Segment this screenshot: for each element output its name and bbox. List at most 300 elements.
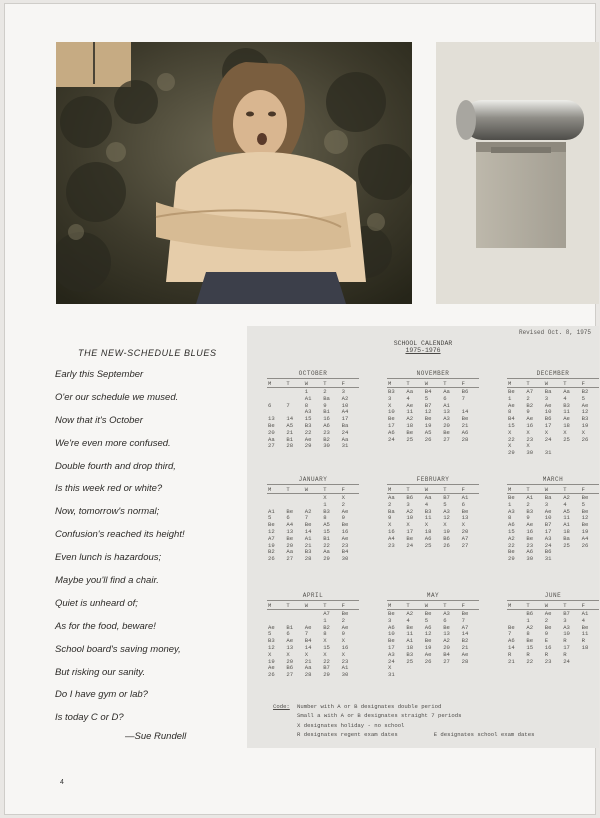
calendar-cell: Be xyxy=(388,637,395,645)
weekday-label: M xyxy=(388,602,392,609)
calendar-cell: 2 xyxy=(526,500,530,508)
calendar-cell: 13 xyxy=(461,514,469,522)
calendar-cell: Ba xyxy=(544,388,552,395)
weekday-label: W xyxy=(544,486,549,493)
calendar-cell: Ae xyxy=(304,435,312,443)
weekday-label: T xyxy=(563,602,567,609)
calendar-cell: X xyxy=(581,428,585,436)
calendar-cell: B4 xyxy=(424,388,432,395)
calendar-cell: A7 xyxy=(323,610,330,617)
calendar-cell xyxy=(424,665,442,672)
calendar-cell: 15 xyxy=(304,415,312,423)
calendar-cell: Be xyxy=(581,623,589,631)
calendar-cell: Ae xyxy=(508,401,515,409)
calendar-cell: A1 xyxy=(581,610,589,617)
calendar-cell: Be xyxy=(544,623,552,631)
calendar-cell: A4 xyxy=(581,534,589,542)
poem xyxy=(55,348,245,742)
calendar-cell: A2 xyxy=(341,394,349,402)
calendar-cell: 3 xyxy=(341,388,345,395)
calendar-cell: 16 xyxy=(388,527,395,535)
calendar-cell: Be xyxy=(443,428,450,436)
weekday-label: M xyxy=(508,380,512,387)
calendar-cell: A5 xyxy=(323,521,330,529)
calendar-cell: A1 xyxy=(563,521,570,529)
weekday-label: W xyxy=(424,602,429,609)
calendar-cell: 30 xyxy=(341,671,349,679)
weekday-header xyxy=(507,486,599,494)
calendar-cell: 20 xyxy=(443,421,450,429)
calendar-cell: A7 xyxy=(461,623,469,631)
calendar-row xyxy=(507,389,599,396)
calendar-cell: Ba xyxy=(544,494,552,501)
calendar-cell: 17 xyxy=(388,643,395,651)
calendar-title-text: SCHOOL CALENDAR xyxy=(393,340,453,347)
weekday-label: W xyxy=(544,602,549,609)
calendar-cell: 25 xyxy=(406,657,414,665)
calendar-cell: Aa xyxy=(406,388,414,395)
calendar-row xyxy=(267,631,359,638)
calendar-cell: 21 xyxy=(286,428,294,436)
calendar-cell: A7 xyxy=(526,388,534,395)
calendar-cell: 12 xyxy=(581,514,589,522)
calendar-cell: 19 xyxy=(443,527,450,535)
student-photo xyxy=(56,42,412,304)
calendar-cell: B2 xyxy=(268,548,275,556)
calendar-cell: 24 xyxy=(406,541,414,549)
calendar-cell: A2 xyxy=(304,507,312,515)
calendar-cell: 12 xyxy=(443,514,450,522)
calendar-cell: 10 xyxy=(544,514,552,522)
weekday-header xyxy=(387,486,479,494)
weekday-label: T xyxy=(563,486,567,493)
calendar-cell: 18 xyxy=(406,643,414,651)
calendar-row xyxy=(267,509,359,516)
calendar-cell: Be xyxy=(406,534,414,542)
calendar-cell: 21 xyxy=(508,657,515,665)
calendar-cell: 18 xyxy=(581,643,589,651)
month-march xyxy=(507,476,599,563)
weekday-label: W xyxy=(304,486,309,493)
calendar-cell: Be xyxy=(526,637,534,645)
calendar-cell xyxy=(267,495,285,502)
poem-line: Do I have gym or lab? xyxy=(55,689,148,701)
calendar-cell xyxy=(581,652,599,659)
calendar-cell: 21 xyxy=(461,421,469,429)
calendar-cell: B6 xyxy=(443,534,450,542)
calendar-cell: 11 xyxy=(424,514,432,522)
calendar-cell: 12 xyxy=(268,527,275,535)
calendar-cell: Be xyxy=(268,521,275,529)
calendar-cell: 5 xyxy=(443,500,447,508)
calendar-cell: Be xyxy=(304,521,312,529)
calendar-cell: 17 xyxy=(544,421,552,429)
calendar-cell: A2 xyxy=(406,507,414,515)
calendar-row xyxy=(387,665,479,672)
calendar-cell: 9 xyxy=(323,401,327,409)
calendar-cell: 21 xyxy=(461,643,469,651)
calendar-row xyxy=(267,556,359,563)
calendar-cell: Be xyxy=(508,548,515,556)
weekday-label: M xyxy=(268,486,272,493)
calendar-cell: B4 xyxy=(341,548,349,556)
poem-line: O'er our schedule we mused. xyxy=(55,391,179,403)
calendar-cell xyxy=(461,665,479,672)
calendar-cell: 9 xyxy=(341,630,345,638)
calendar-cell: Ae xyxy=(286,637,294,645)
weekday-label: M xyxy=(508,486,512,493)
calendar-cell: 11 xyxy=(563,514,570,522)
poem-line: As for the food, beware! xyxy=(55,620,156,632)
calendar-cell: 26 xyxy=(443,541,450,549)
calendar-cell: 8 xyxy=(508,514,512,522)
calendar-cell: 23 xyxy=(323,428,330,436)
month-name: OCTOBER xyxy=(267,370,359,379)
calendar-cell: 29 xyxy=(508,449,515,457)
weekday-label: F xyxy=(581,380,585,387)
calendar-cell: 6 xyxy=(286,514,290,522)
calendar-cell: B6 xyxy=(544,415,552,423)
calendar-cell: A3 xyxy=(563,623,570,631)
calendar-cell: Aa xyxy=(268,435,275,443)
calendar-cell: Be xyxy=(461,610,469,617)
calendar-cell: B3 xyxy=(526,507,534,515)
calendar-cell: 22 xyxy=(323,657,330,665)
month-name: FEBRUARY xyxy=(387,476,479,485)
calendar-cell: Be xyxy=(461,507,469,515)
calendar-cell: Ae xyxy=(268,664,275,672)
calendar-cell: 6 xyxy=(443,394,447,402)
calendar-cell: 3 xyxy=(388,616,392,624)
weekday-label: T xyxy=(526,486,530,493)
month-february xyxy=(387,476,479,549)
calendar-cell: 5 xyxy=(424,394,429,402)
calendar-cell: 28 xyxy=(461,435,469,443)
calendar-cell: A6 xyxy=(388,428,395,436)
month-name: MAY xyxy=(387,592,479,601)
calendar-cell: E xyxy=(544,637,549,645)
calendar-cell: 23 xyxy=(544,657,552,665)
calendar-cell: Be xyxy=(443,623,450,631)
calendar-years: 1975-1976 xyxy=(405,347,441,354)
calendar-cell: 26 xyxy=(268,555,275,563)
calendar-cell: X xyxy=(526,442,530,450)
calendar-cell xyxy=(581,450,599,457)
calendar-cell: Be xyxy=(388,415,395,423)
calendar-cell: 6 xyxy=(461,500,465,508)
calendar-cell: B6 xyxy=(544,548,552,556)
calendar-row xyxy=(267,672,359,679)
calendar-cell: B3 xyxy=(388,388,395,395)
month-may xyxy=(387,592,479,679)
calendar-cell: 17 xyxy=(341,415,349,423)
school-bell-image xyxy=(436,42,599,304)
calendar-cell: A5 xyxy=(563,507,570,515)
calendar-cell: 23 xyxy=(341,657,349,665)
legend-row xyxy=(273,730,593,739)
poem-line: Confusion's reached its height! xyxy=(55,529,185,541)
calendar-cell: 9 xyxy=(526,408,530,416)
calendar-cell: 31 xyxy=(544,555,552,563)
calendar-cell: B1 xyxy=(323,534,330,542)
weekday-label: T xyxy=(443,486,447,493)
calendar-cell: 24 xyxy=(388,435,395,443)
calendar-cell: 11 xyxy=(581,630,589,638)
calendar-cell: Be xyxy=(581,521,589,529)
calendar-cell: Be xyxy=(341,521,349,529)
calendar-row xyxy=(507,652,599,659)
calendar-cell xyxy=(405,672,423,679)
calendar-cell: 20 xyxy=(286,657,294,665)
weekday-label: T xyxy=(286,486,290,493)
calendar-cell: B3 xyxy=(304,548,312,556)
calendar-cell: 16 xyxy=(526,527,534,535)
calendar-cell xyxy=(562,443,580,450)
poem-line: Now, tomorrow's normal; xyxy=(55,506,160,518)
calendar-cell: A6 xyxy=(323,421,330,429)
calendar-cell xyxy=(285,611,303,618)
calendar-row xyxy=(507,495,599,502)
month-december xyxy=(507,370,599,457)
calendar-row xyxy=(507,611,599,618)
calendar-cell: 4 xyxy=(406,616,410,624)
calendar-row xyxy=(387,495,479,502)
calendar-cell: 5 xyxy=(268,514,272,522)
month-name: APRIL xyxy=(267,592,359,601)
calendar-cell: 14 xyxy=(508,643,515,651)
calendar-cell: 18 xyxy=(406,421,414,429)
calendar-cell: A2 xyxy=(406,415,414,423)
calendar-cell: 22 xyxy=(323,541,330,549)
calendar-cell: 6 xyxy=(286,630,290,638)
calendar-cell: 23 xyxy=(526,541,534,549)
calendar-cell: 12 xyxy=(424,630,432,638)
calendar-cell: 15 xyxy=(323,643,330,651)
calendar-cell: 4 xyxy=(563,500,567,508)
calendar-cell: 21 xyxy=(304,657,312,665)
calendar-cell: 8 xyxy=(323,514,327,522)
calendar-cell: Ae xyxy=(304,623,312,631)
calendar-cell: 30 xyxy=(341,555,349,563)
poem-title: THE NEW-SCHEDULE BLUES xyxy=(78,348,217,358)
calendar-cell: 28 xyxy=(286,442,294,450)
calendar-cell: X xyxy=(424,521,429,529)
calendar-cell: A4 xyxy=(286,521,294,529)
calendar-cell: B3 xyxy=(304,421,312,429)
calendar-cell: X xyxy=(388,664,392,672)
calendar-cell: R xyxy=(508,650,512,658)
calendar-cell: 20 xyxy=(461,527,469,535)
calendar-cell: 26 xyxy=(424,657,432,665)
calendar-cell: 13 xyxy=(443,408,450,416)
calendar-cell: A2 xyxy=(563,494,570,501)
calendar-cell: A2 xyxy=(526,623,534,631)
calendar-cell xyxy=(581,549,599,556)
calendar-cell: 19 xyxy=(424,421,432,429)
calendar-cell: R xyxy=(563,637,567,645)
calendar-cell: 26 xyxy=(424,435,432,443)
calendar-cell: A2 xyxy=(508,534,515,542)
weekday-label: M xyxy=(508,602,512,609)
weekday-label: M xyxy=(268,380,272,387)
poem-line: Maybe you'll find a chair. xyxy=(55,575,159,587)
calendar-cell: 10 xyxy=(388,630,395,638)
calendar-cell: 3 xyxy=(406,500,410,508)
calendar-cell: A1 xyxy=(304,534,312,542)
calendar-cell: 20 xyxy=(443,643,450,651)
calendar-cell: X xyxy=(286,650,290,658)
calendar-cell: A4 xyxy=(341,408,349,416)
calendar-cell: 11 xyxy=(406,630,414,638)
calendar-cell: 2 xyxy=(341,500,345,508)
calendar-cell: 13 xyxy=(268,415,275,423)
school-calendar xyxy=(247,326,599,748)
calendar-cell: B3 xyxy=(406,650,414,658)
weekday-label: T xyxy=(406,602,410,609)
weekday-label: T xyxy=(323,380,327,387)
weekday-label: M xyxy=(268,602,272,609)
weekday-label: W xyxy=(304,602,309,609)
calendar-cell xyxy=(304,611,322,618)
weekday-label: T xyxy=(443,602,447,609)
school-bell-photo xyxy=(436,42,599,304)
weekday-label: T xyxy=(406,486,410,493)
calendar-cell: X xyxy=(388,401,392,409)
calendar-cell: 15 xyxy=(508,421,515,429)
calendar-row xyxy=(267,645,359,652)
calendar-legend xyxy=(273,702,593,739)
calendar-cell: 14 xyxy=(286,415,294,423)
calendar-cell: A6 xyxy=(388,623,395,631)
calendar-row xyxy=(267,443,359,450)
weekday-label: F xyxy=(461,602,465,609)
calendar-cell: 4 xyxy=(424,500,429,508)
calendar-cell: B4 xyxy=(443,650,450,658)
page-number: 4 xyxy=(60,779,64,786)
calendar-cell: 14 xyxy=(304,527,312,535)
calendar-row xyxy=(387,659,479,666)
calendar-cell xyxy=(581,556,599,563)
calendar-cell: Aa xyxy=(286,548,294,556)
calendar-cell: 23 xyxy=(341,541,349,549)
calendar-cell: A5 xyxy=(286,421,294,429)
calendar-cell: Be xyxy=(581,494,589,501)
calendar-cell xyxy=(562,450,580,457)
weekday-label: W xyxy=(304,380,309,387)
weekday-label: T xyxy=(323,602,327,609)
month-name: MARCH xyxy=(507,476,599,485)
calendar-cell: Ae xyxy=(406,401,414,409)
calendar-cell: B2 xyxy=(323,435,330,443)
calendar-cell: 30 xyxy=(323,442,330,450)
calendar-cell: 29 xyxy=(508,555,515,563)
poem-author: —Sue Rundell xyxy=(125,731,187,743)
calendar-row xyxy=(387,611,479,618)
calendar-cell xyxy=(562,556,580,563)
calendar-cell: Be xyxy=(526,534,534,542)
calendar-row xyxy=(387,396,479,403)
calendar-cell: Be xyxy=(508,623,515,631)
calendar-cell: Be xyxy=(388,610,395,617)
calendar-cell: 7 xyxy=(286,401,290,409)
calendar-cell: 18 xyxy=(424,527,432,535)
calendar-cell: 5 xyxy=(581,394,585,402)
calendar-cell: R xyxy=(581,637,585,645)
poem-line: Early this September xyxy=(55,369,144,380)
calendar-cell: X xyxy=(461,521,465,529)
calendar-cell: Ba xyxy=(341,421,349,429)
calendar-cell: Be xyxy=(508,494,515,501)
student-photo-image xyxy=(56,42,412,304)
poem-line: Double fourth and drop third, xyxy=(55,460,176,472)
calendar-cell: 10 xyxy=(341,401,349,409)
calendar-cell: 8 xyxy=(304,401,309,409)
calendar-row xyxy=(507,631,599,638)
calendar-cell: X xyxy=(563,428,567,436)
calendar-cell xyxy=(267,611,285,618)
calendar-cell: A3 xyxy=(304,408,312,416)
calendar-cell: 13 xyxy=(286,643,294,651)
calendar-cell xyxy=(562,549,580,556)
calendar-cell: X xyxy=(323,494,327,501)
legend-row: Number with A or B designates double period xyxy=(297,703,442,710)
calendar-cell: 14 xyxy=(461,630,469,638)
weekday-label: T xyxy=(286,602,290,609)
calendar-cell: 14 xyxy=(461,408,469,416)
calendar-cell: Be xyxy=(461,415,469,423)
calendar-cell: 9 xyxy=(388,514,392,522)
calendar-cell xyxy=(304,495,322,502)
calendar-cell: 7 xyxy=(508,630,512,638)
calendar-cell: B6 xyxy=(461,388,469,395)
calendar-cell: Ae xyxy=(563,415,570,423)
calendar-cell: 16 xyxy=(323,415,330,423)
poem-line: School board's saving money, xyxy=(55,643,181,655)
weekday-header xyxy=(267,380,359,388)
calendar-cell: Ae xyxy=(341,507,349,515)
calendar-cell: B3 xyxy=(323,507,330,515)
calendar-cell: 25 xyxy=(406,435,414,443)
calendar-row xyxy=(267,625,359,632)
calendar-cell: 10 xyxy=(388,408,395,416)
calendar-cell: Ae xyxy=(526,521,534,529)
calendar-cell: B7 xyxy=(443,494,450,501)
calendar-cell: 4 xyxy=(581,616,585,624)
calendar-cell: Ba xyxy=(388,507,395,515)
calendar-cell: 12 xyxy=(424,408,432,416)
calendar-cell: 25 xyxy=(563,435,570,443)
calendar-cell: 25 xyxy=(563,541,570,549)
calendar-cell: Be xyxy=(508,388,515,395)
legend-row-text: R designates regent exam dates xyxy=(297,730,398,738)
calendar-cell: 5 xyxy=(424,616,429,624)
calendar-cell: Aa xyxy=(323,548,330,556)
calendar-cell: A1 xyxy=(443,401,450,409)
weekday-header xyxy=(507,602,599,610)
calendar-cell: Be xyxy=(268,421,275,429)
calendar-row xyxy=(507,423,599,430)
calendar-cell: Bi xyxy=(323,408,330,416)
calendar-cell: Ae xyxy=(544,507,552,515)
calendar-cell: 29 xyxy=(304,442,312,450)
calendar-cell: 5 xyxy=(268,630,272,638)
calendar-cell: X xyxy=(544,428,549,436)
calendar-cell: 23 xyxy=(526,435,534,443)
month-april xyxy=(267,592,359,679)
calendar-cell: Ae xyxy=(341,534,349,542)
calendar-row xyxy=(507,450,599,457)
calendar-cell: 2 xyxy=(526,394,530,402)
